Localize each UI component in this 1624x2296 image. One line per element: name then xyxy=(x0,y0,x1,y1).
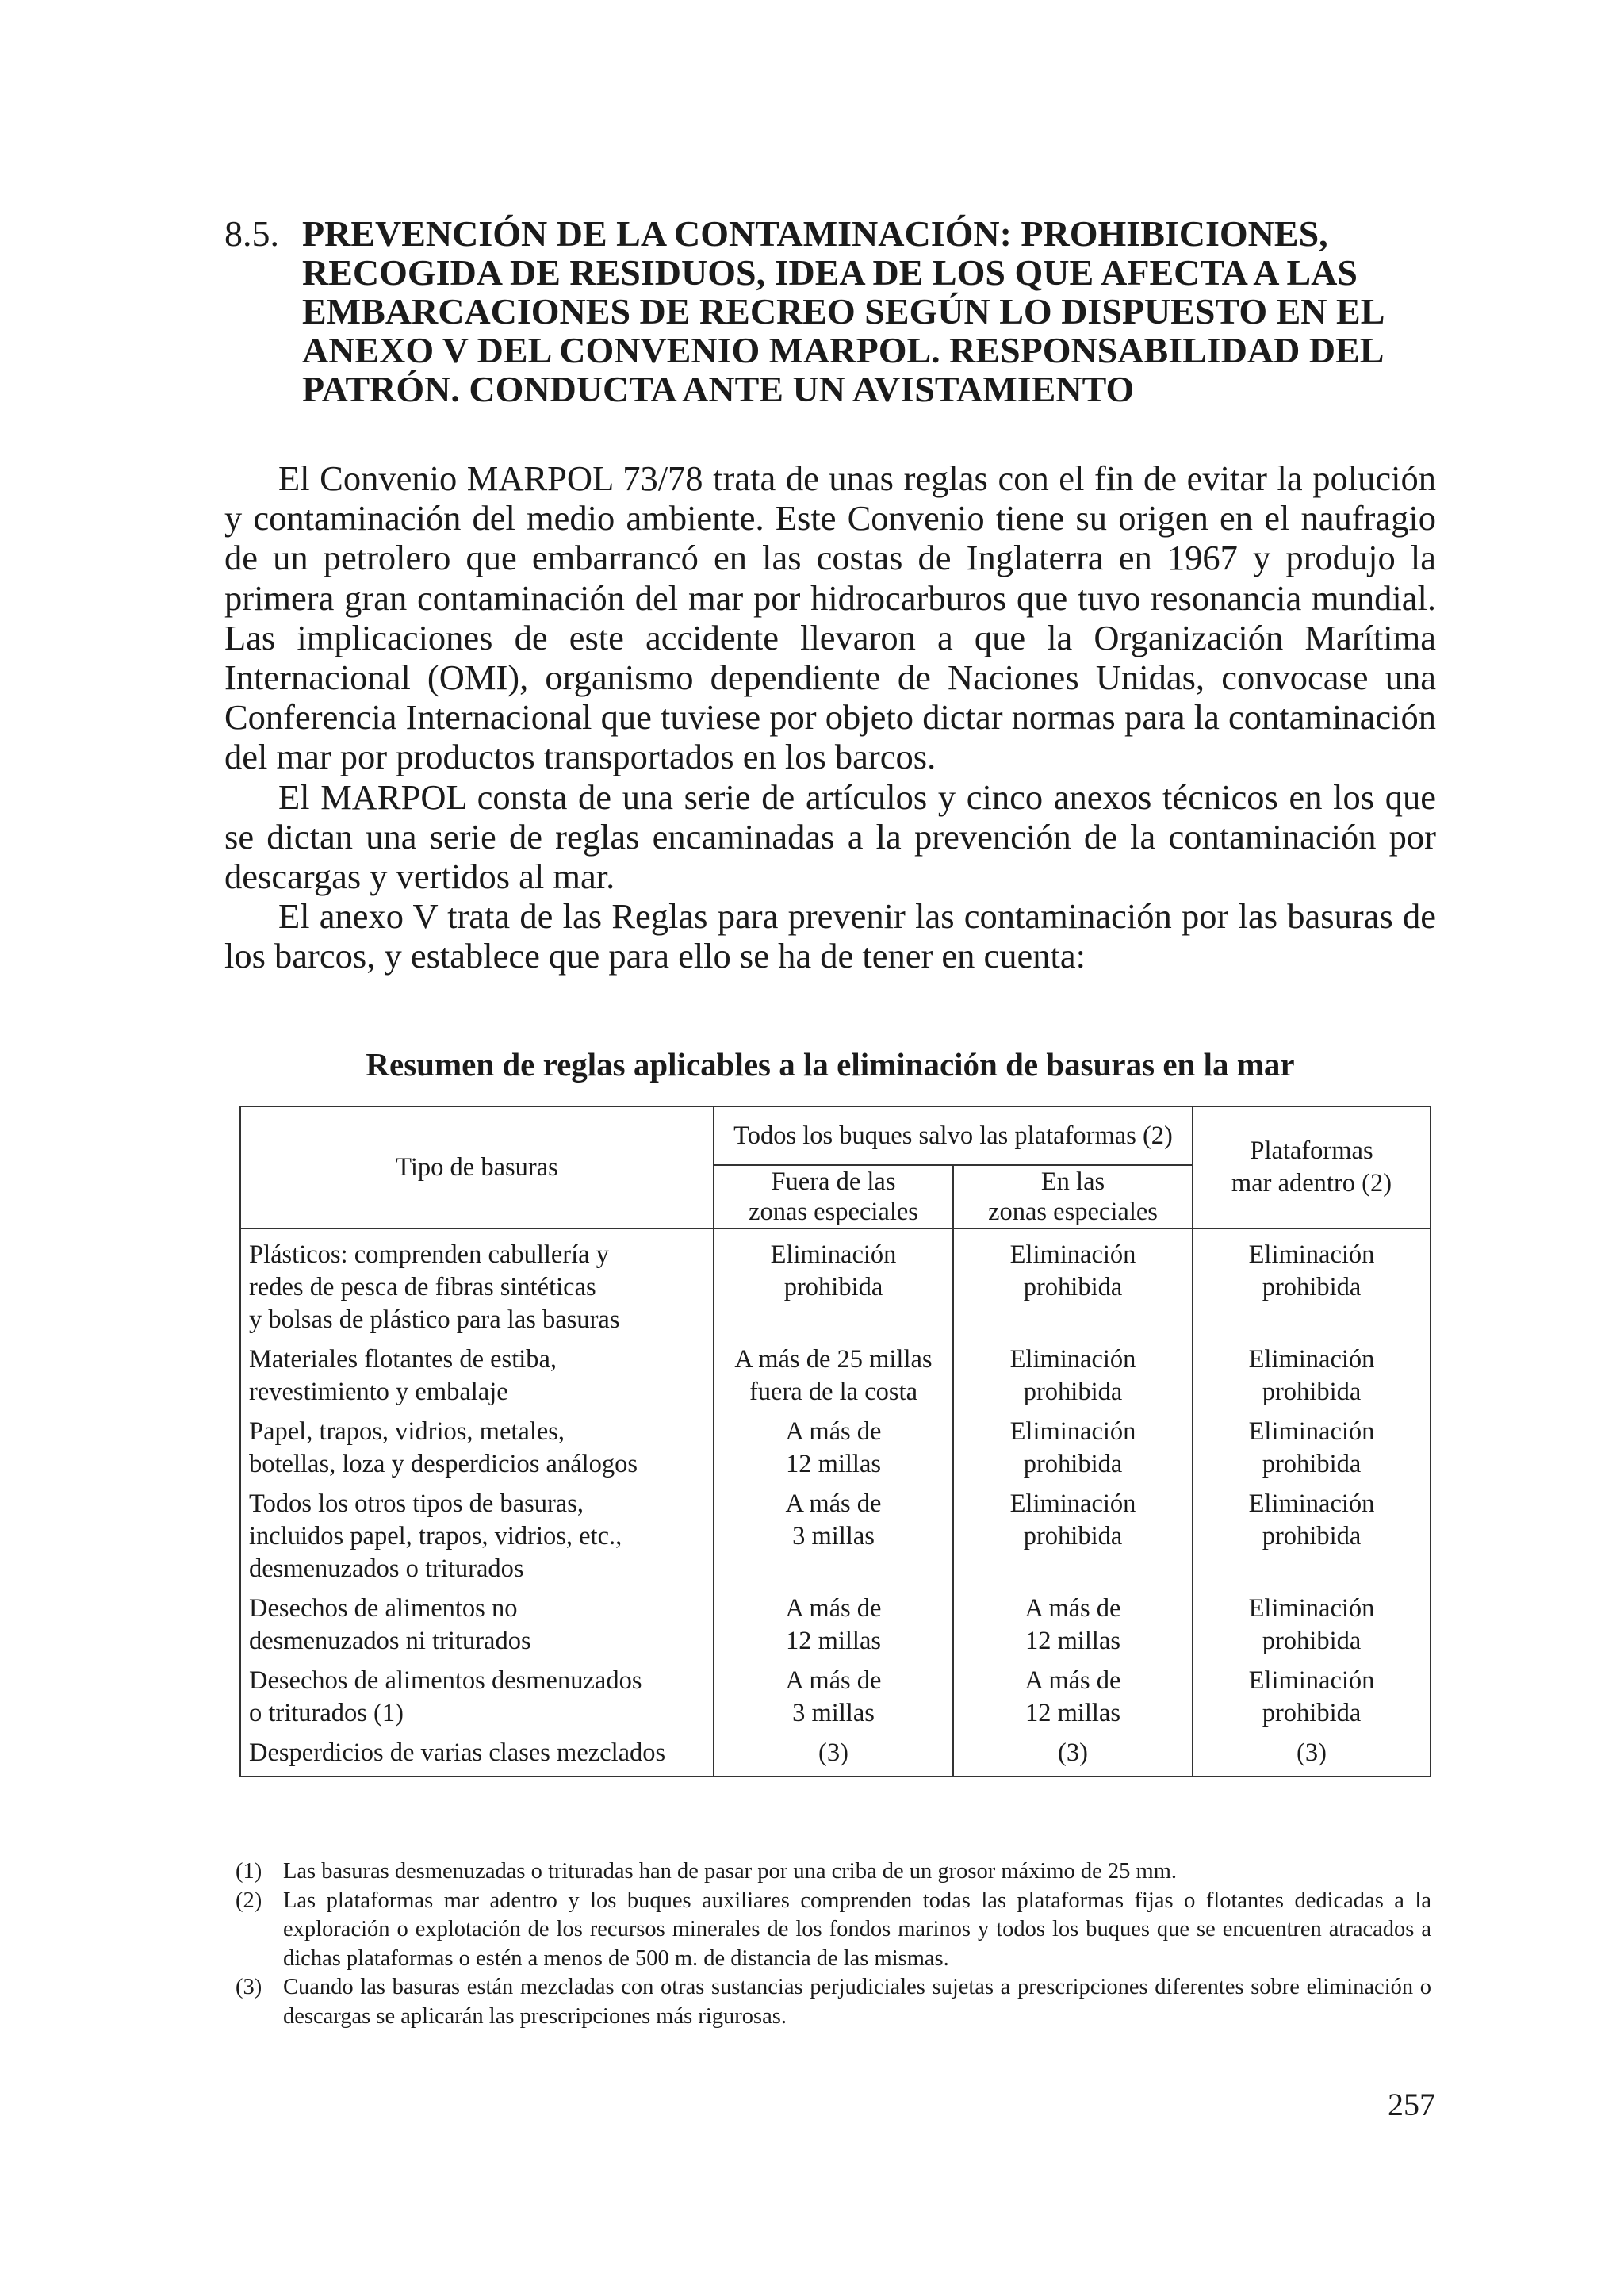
cell-plataformas: Eliminación prohibida xyxy=(1193,1589,1431,1662)
table-row xyxy=(240,1485,1431,1589)
table-row xyxy=(240,1340,1431,1412)
section-number: 8.5. xyxy=(224,213,279,254)
paragraph: El anexo V trata de las Reglas para prevenir las contaminación por las basuras de los barcos, y establece que para ello se ha de tener en cuenta: xyxy=(224,896,1436,976)
header-todos-los-buques: Todos los buques salvo las plataformas (2) xyxy=(714,1106,1193,1165)
cell-fuera: (3) xyxy=(714,1734,953,1777)
cell-tipo: Todos los otros tipos de basuras, incluidos papel, trapos, vidrios, etc., desmenuzados o triturados xyxy=(240,1485,714,1589)
table-row xyxy=(240,1589,1431,1662)
paragraph: El MARPOL consta de una serie de artículos y cinco anexos técnicos en los que se dictan una serie de reglas encaminadas a la prevención de la contaminación por descargas y vertidos al mar. xyxy=(224,776,1436,897)
cell-tipo: Desechos de alimentos desmenuzados o triturados (1) xyxy=(240,1662,714,1734)
cell-tipo: Plásticos: comprenden cabullería y redes de pesca de fibras sintéticas y bolsas de plástico para las basuras xyxy=(240,1228,714,1340)
table-row xyxy=(240,1662,1431,1734)
cell-plataformas: Eliminación prohibida xyxy=(1193,1340,1431,1412)
footnote xyxy=(236,1857,1431,1887)
cell-en: Eliminación prohibida xyxy=(953,1228,1193,1340)
footnote-text: Las basuras desmenuzadas o trituradas han de pasar por una criba de un grosor máximo de 25 mm. xyxy=(283,1859,1177,1884)
table-row xyxy=(240,1412,1431,1485)
section-heading xyxy=(224,214,1446,408)
cell-en: Eliminación prohibida xyxy=(953,1412,1193,1485)
footnote-mark: (1) xyxy=(236,1859,262,1884)
cell-en: Eliminación prohibida xyxy=(953,1340,1193,1412)
table-row xyxy=(240,1228,1431,1340)
header-en-zonas: En las zonas especiales xyxy=(953,1165,1193,1228)
cell-fuera: A más de 3 millas xyxy=(714,1662,953,1734)
table-footnotes xyxy=(236,1857,1431,2031)
cell-plataformas: Eliminación prohibida xyxy=(1193,1485,1431,1589)
header-plataformas: Plataformas mar adentro (2) xyxy=(1193,1106,1431,1228)
cell-tipo: Desechos de alimentos no desmenuzados ni triturados xyxy=(240,1589,714,1662)
page-number: 257 xyxy=(1388,2087,1435,2122)
header-tipo: Tipo de basuras xyxy=(240,1106,714,1228)
section-title: PREVENCIÓN DE LA CONTAMINACIÓN: PROHIBICIONES, RECOGIDA DE RESIDUOS, IDEA DE LOS QUE AFECTA A LAS EMBARCACIONES DE RECREO SEGÚN LO DISPUESTO EN EL ANEXO V DEL CONVENIO MARPOL. RESPONSABILIDAD DEL PATRÓN. CONDUCTA ANTE UN AVISTAMIENTO xyxy=(302,213,1383,409)
cell-en: Eliminación prohibida xyxy=(953,1485,1193,1589)
cell-fuera: Eliminación prohibida xyxy=(714,1228,953,1340)
table-title: Resumen de reglas aplicables a la eliminación de basuras en la mar xyxy=(366,1046,1295,1083)
footnote-mark: (2) xyxy=(236,1888,262,1913)
cell-fuera: A más de 12 millas xyxy=(714,1412,953,1485)
footnote-text: Las plataformas mar adentro y los buques auxiliares comprenden todas las plataformas fijas o flotantes dedicadas a la exploración o explotación de los recursos minerales de los fondos marinos y todos los buques que se encuentren atracados a dichas plataformas o estén a menos de 500 m. de distancia de las mismas. xyxy=(283,1888,1431,1971)
body-text xyxy=(224,458,1436,976)
garbage-rules-table xyxy=(239,1106,1431,1777)
cell-plataformas: Eliminación prohibida xyxy=(1193,1662,1431,1734)
cell-tipo: Papel, trapos, vidrios, metales, botellas, loza y desperdicios análogos xyxy=(240,1412,714,1485)
footnote xyxy=(236,1887,1431,1974)
cell-tipo: Materiales flotantes de estiba, revestimiento y embalaje xyxy=(240,1340,714,1412)
cell-en: A más de 12 millas xyxy=(953,1662,1193,1734)
cell-fuera: A más de 3 millas xyxy=(714,1485,953,1589)
table-row xyxy=(240,1734,1431,1777)
footnote xyxy=(236,1973,1431,2031)
cell-plataformas: Eliminación prohibida xyxy=(1193,1412,1431,1485)
cell-plataformas: (3) xyxy=(1193,1734,1431,1777)
footnote-text: Cuando las basuras están mezcladas con otras sustancias perjudiciales sujetas a prescripciones diferentes sobre eliminación o descargas se aplicarán las prescripciones más rigurosas. xyxy=(283,1975,1431,2029)
cell-plataformas: Eliminación prohibida xyxy=(1193,1228,1431,1340)
cell-en: A más de 12 millas xyxy=(953,1589,1193,1662)
header-fuera-zonas: Fuera de las zonas especiales xyxy=(714,1165,953,1228)
cell-fuera: A más de 12 millas xyxy=(714,1589,953,1662)
cell-en: (3) xyxy=(953,1734,1193,1777)
cell-fuera: A más de 25 millas fuera de la costa xyxy=(714,1340,953,1412)
cell-tipo: Desperdicios de varias clases mezclados xyxy=(240,1734,714,1777)
footnote-mark: (3) xyxy=(236,1975,262,1999)
paragraph: El Convenio MARPOL 73/78 trata de unas reglas con el fin de evitar la polución y contaminación del medio ambiente. Este Convenio tiene su origen en el naufragio de un petrolero que embarrancó en las costas de Inglaterra en 1967 y produjo la primera gran contaminación del mar por hidrocarburos que tuvo resonancia mundial. Las implicaciones de este accidente llevaron a que la Organización Marítima Internacional (OMI), organismo dependiente de Naciones Unidas, convocase una Conferencia Internacional que tuviese por objeto dictar normas para la contaminación del mar por productos transportados en los barcos. xyxy=(224,458,1436,777)
